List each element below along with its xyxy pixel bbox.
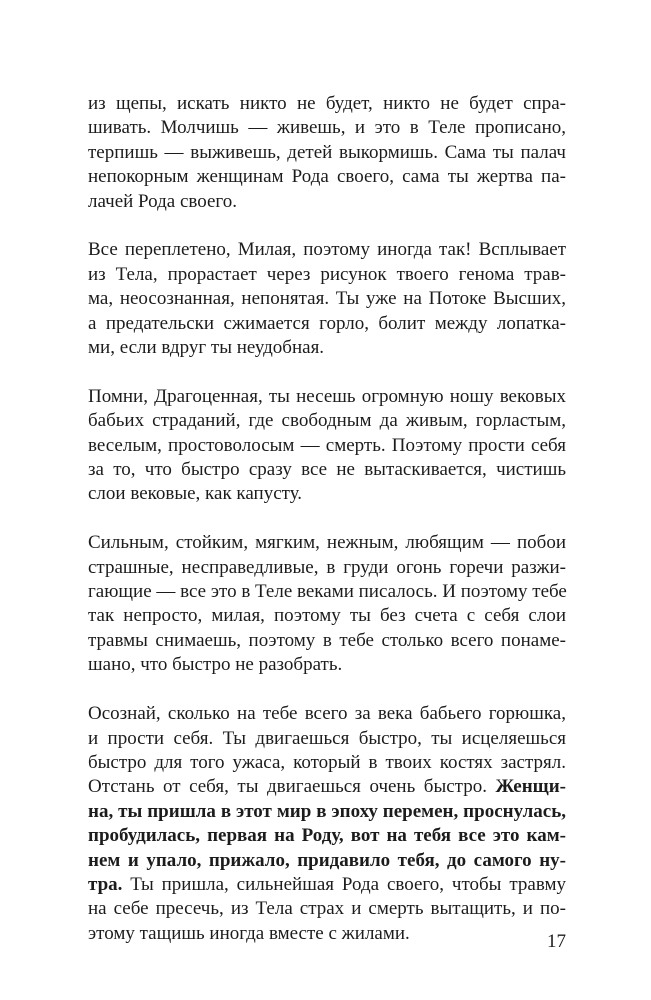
text-line	[88, 165, 566, 189]
text-run: за то, что быстро сразу все не вытаскивается, чистишь	[88, 459, 566, 481]
bold-text-run: нем и упало, прижало, придавило тебя, до самого ну-	[88, 849, 566, 871]
text-line	[88, 897, 566, 921]
text-line	[88, 116, 566, 140]
text-line	[88, 531, 566, 555]
text-run: гающие — все это в Теле веками писалось. И поэтому тебе	[88, 581, 567, 603]
text-run: Сильным, стойким, мягким, нежным, любящим — побои	[88, 532, 566, 554]
text-run: из щепы, искать никто не будет, никто не будет спра-	[88, 93, 566, 114]
text-run: Ты пришла, сильнейшая Рода своего, чтобы травму	[122, 873, 566, 895]
text-run: ма, неосознанная, непонятая. Ты уже на Потоке Высших,	[88, 288, 566, 310]
text-line	[88, 556, 566, 580]
text-line	[88, 385, 566, 409]
bold-text-run: Женщи-	[495, 776, 566, 798]
text-line	[88, 458, 566, 482]
text-run: ми, если вдруг ты неудобная.	[88, 337, 325, 359]
paragraph	[88, 385, 566, 507]
text-line	[88, 604, 566, 628]
page-number: 17	[547, 931, 566, 952]
paragraph	[88, 92, 566, 214]
text-line	[88, 312, 566, 336]
text-line	[88, 775, 566, 799]
paragraph	[88, 531, 566, 677]
text-line	[88, 434, 566, 458]
text-run: Осознай, сколько на тебе всего за века бабьего горюшка,	[88, 703, 566, 725]
text-line	[88, 800, 566, 824]
text-run: слои вековые, как капусту.	[88, 483, 303, 505]
text-line	[88, 824, 566, 848]
text-line	[88, 287, 566, 311]
text-line	[88, 653, 566, 677]
text-line	[88, 751, 566, 775]
text-run: страшные, несправедливые, в груди огонь горечи разжи-	[88, 556, 566, 578]
text-run: бабьих страданий, где свободным да живым, горластым,	[88, 410, 566, 432]
bold-text-run: пробудилась, первая на Роду, вот на тебя все это кам-	[88, 825, 566, 847]
text-line	[88, 263, 566, 287]
text-run: и прости себя. Ты двигаешься быстро, ты исцеляешься	[88, 727, 566, 749]
text-line	[88, 238, 566, 262]
text-run: шивать. Молчишь — живешь, и это в Теле прописано,	[88, 117, 566, 139]
text-line	[88, 922, 566, 946]
bold-text-run: на, ты пришла в этот мир в эпоху перемен, проснулась,	[88, 800, 566, 822]
text-run: Отстань от себя, ты двигаешься очень быстро.	[88, 776, 496, 798]
text-run: так непросто, милая, поэтому ты без счета с себя слои	[88, 605, 566, 627]
text-line	[88, 580, 566, 604]
paragraph	[88, 702, 566, 946]
text-run: шано, что быстро не разобрать.	[88, 654, 343, 676]
text-run: лачей Рода своего.	[88, 190, 237, 212]
bold-text-run: тра.	[88, 873, 123, 895]
text-run: из Тела, прорастает через рисунок твоего генома трав-	[88, 263, 566, 285]
text-line	[88, 727, 566, 751]
text-run: терпишь — выживешь, детей выкормишь. Сама ты палач	[88, 141, 566, 163]
text-line	[88, 629, 566, 653]
paragraph	[88, 238, 566, 360]
text-line	[88, 409, 566, 433]
text-run: на себе пресечь, из Тела страх и смерть вытащить, и по-	[88, 898, 566, 920]
text-line	[88, 141, 566, 165]
text-run: травмы снимаешь, поэтому в тебе столько всего понаме-	[88, 629, 566, 651]
text-line	[88, 336, 566, 360]
text-run: веселым, простоволосым — смерть. Поэтому прости себя	[88, 434, 566, 456]
text-line	[88, 190, 566, 214]
text-line	[88, 482, 566, 506]
text-run: а предательски сжимается горло, болит между лопатка-	[88, 312, 566, 334]
page-body	[88, 92, 566, 971]
text-run: быстро для того ужаса, который в твоих костях застрял.	[88, 751, 566, 773]
text-run: этому тащишь иногда вместе с жилами.	[88, 922, 410, 944]
text-line	[88, 873, 566, 897]
text-line	[88, 92, 566, 116]
text-run: Все переплетено, Милая, поэтому иногда так! Всплывает	[88, 239, 566, 261]
text-run: непокорным женщинам Рода своего, сама ты жертва па-	[88, 166, 566, 188]
text-run: Помни, Драгоценная, ты несешь огромную ношу вековых	[88, 385, 566, 407]
text-line	[88, 849, 566, 873]
text-line	[88, 702, 566, 726]
